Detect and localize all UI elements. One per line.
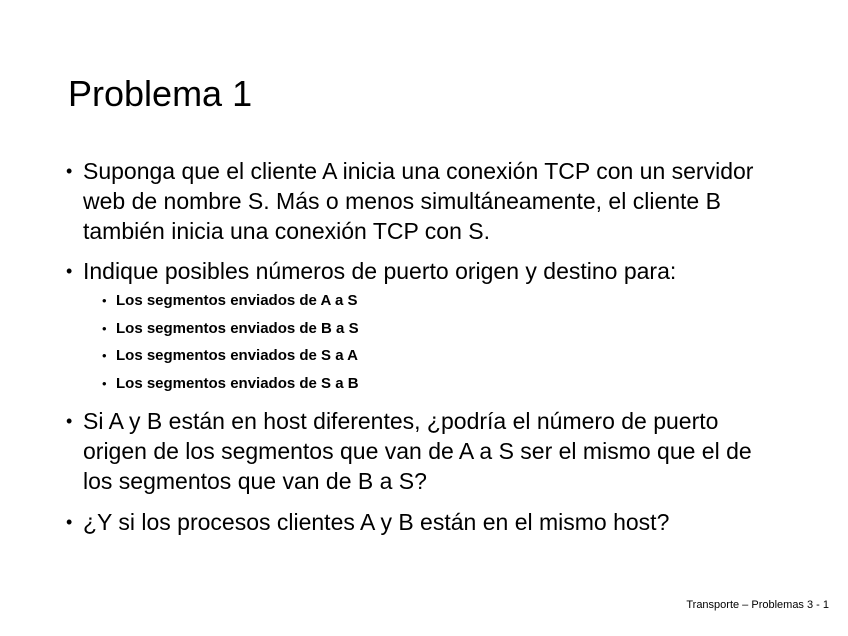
sub-bullet-text: Los segmentos enviados de S a B [116, 375, 359, 392]
bullet-text: Si A y B están en host diferentes, ¿podría el número de puerto origen de los segmentos que van de A a S ser el mismo que el de los segmentos que van de B a S? [83, 408, 752, 494]
sub-bullet-item [102, 346, 358, 366]
bullet-dot-icon: • [66, 261, 73, 281]
bullet-text: Indique posibles números de puerto origen y destino para: [83, 258, 677, 284]
sub-bullet-item [102, 319, 359, 339]
bullet-dot-icon: • [66, 411, 73, 431]
bullet-text: ¿Y si los procesos clientes A y B están en el mismo host? [83, 509, 670, 535]
sub-bullet-dot-icon: • [102, 321, 107, 336]
sub-bullet-dot-icon: • [102, 348, 107, 363]
bullet-dot-icon: • [66, 512, 73, 532]
bullet-item [66, 156, 783, 246]
sub-bullet-item [102, 374, 359, 394]
bullet-text: Suponga que el cliente A inicia una conexión TCP con un servidor web de nombre S. Más o menos simultáneamente, el cliente B también inicia una conexión TCP con S. [83, 158, 754, 244]
sub-bullet-item [102, 291, 357, 311]
sub-bullet-text: Los segmentos enviados de A a S [116, 292, 358, 309]
bullet-item [66, 507, 783, 537]
sub-bullet-dot-icon: • [102, 376, 107, 391]
sub-bullet-text: Los segmentos enviados de B a S [116, 320, 359, 337]
sub-bullet-dot-icon: • [102, 293, 107, 308]
sub-bullet-text: Los segmentos enviados de S a A [116, 347, 359, 364]
bullet-item [66, 256, 783, 286]
slide-footer: Transporte – Problemas 3 - 1 [686, 599, 829, 611]
bullet-item [66, 406, 783, 496]
slide-title: Problema 1 [68, 73, 253, 114]
bullet-dot-icon: • [66, 161, 73, 181]
